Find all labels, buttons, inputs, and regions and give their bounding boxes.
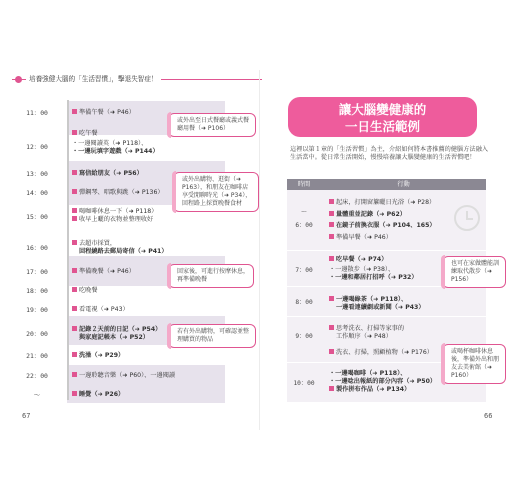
alarm-clock-icon xyxy=(454,205,480,231)
note-callout xyxy=(168,113,256,137)
time-label: 12：00 xyxy=(26,143,48,151)
bullet-icon xyxy=(72,287,77,292)
bullet-icon xyxy=(72,208,77,213)
activity-text: 洗澡（➜ P29） xyxy=(79,352,125,359)
activity-text: 工作順序（➜ P48） xyxy=(336,333,392,341)
callout-accent xyxy=(167,323,171,348)
activity-text: ・一邊唸出報紙的部分內容（➜ P50） xyxy=(329,378,437,386)
bullet-icon xyxy=(329,296,334,301)
callout-text: 也可在家做體能訓練取代散步（➜ P156） xyxy=(451,260,500,283)
activity-text: 準備晚餐（➜ P46） xyxy=(79,268,135,275)
callout-accent xyxy=(441,343,445,384)
activity-text: 一邊聆聽音樂（➜ P60）、一邊閱讀 xyxy=(79,372,176,379)
note-callout xyxy=(168,264,254,288)
time-label: 6：00 xyxy=(295,222,313,229)
activity-text: 思考洗衣、打掃等家事的 xyxy=(336,325,405,332)
bullet-icon xyxy=(72,306,77,311)
activity-text: ・一邊玩填字遊戲（➜ P144） xyxy=(72,148,159,155)
activity-text: 準備早餐（➜ P46） xyxy=(336,234,392,241)
row-divider xyxy=(287,316,486,317)
activity-text: 看電視（➜ P43） xyxy=(79,306,129,313)
header-bullet-icon xyxy=(15,76,22,83)
activity-text: 準備午餐（➜ P46） xyxy=(79,109,135,116)
bullet-icon xyxy=(72,109,77,114)
activity-text: 喝咖啡休息一下（➜ P118） xyxy=(79,208,158,215)
intro-paragraph: 這裡以第１章的「生活習慣」為主，介紹如何將本書推薦的健腦方法融入生活當中。從日常生活開始，慢慢培養讓大腦變健康的生活習慣吧！ xyxy=(290,146,488,162)
activity-text: 睡覺（➜ P26） xyxy=(79,391,125,398)
activity-text: 記錄２天前的日記（➜ P54） xyxy=(79,326,162,333)
callout-text: 或外出至日式餐廳或義式餐廳用餐（➜ P106） xyxy=(177,117,250,132)
note-callout xyxy=(442,344,506,384)
bullet-icon xyxy=(72,268,77,273)
row-divider xyxy=(287,250,486,251)
activity-text: ・一邊散步（➜ P38）、 xyxy=(329,266,395,273)
title-line-1: 讓大腦變健康的 xyxy=(338,102,427,117)
time-label: 16：00 xyxy=(26,244,48,252)
title-line-2: 一日生活範例 xyxy=(344,119,420,134)
activity-text: 量體重並記錄（➜ P62） xyxy=(336,211,406,218)
column-header-time: 時間 xyxy=(297,181,311,188)
bullet-icon xyxy=(329,349,334,354)
bullet-icon xyxy=(72,189,77,194)
activity-text: ・一邊和鄰居打招呼（➜ P32） xyxy=(329,274,418,282)
time-label: 10：00 xyxy=(293,380,315,387)
note-callout xyxy=(173,172,259,212)
bullet-icon xyxy=(72,130,77,135)
bullet-icon xyxy=(329,222,334,227)
time-label: 19：00 xyxy=(26,306,48,314)
callout-accent xyxy=(441,255,445,288)
time-label: 17：00 xyxy=(26,268,48,276)
activity-text: 吃晚餐 xyxy=(79,287,98,294)
bullet-icon xyxy=(72,352,77,357)
time-label: ～ xyxy=(300,209,308,216)
header-title: 培養強健大腦的「生活習慣」，擊退失智症！ xyxy=(26,74,161,85)
time-label: 21：00 xyxy=(26,352,48,360)
activity-text: 回程繞路去郵局寄信（➜ P41） xyxy=(79,248,168,255)
activity-text: 去超市採買， xyxy=(79,240,117,247)
time-label: 22：00 xyxy=(26,372,48,380)
bullet-icon xyxy=(72,391,77,396)
bullet-icon xyxy=(329,234,334,239)
time-label: 9：00 xyxy=(295,333,313,340)
activity-text: 一邊喝綠茶（➜ P118）、 xyxy=(336,296,408,303)
page-number-left: 67 xyxy=(22,412,31,420)
activity-text: 寫信給朋友（➜ P56） xyxy=(79,170,143,177)
bullet-icon xyxy=(72,170,77,175)
activity-text: 製作拼布作品（➜ P134） xyxy=(336,386,411,394)
bullet-icon xyxy=(72,216,77,221)
bullet-icon xyxy=(72,372,77,377)
time-label: 14：00 xyxy=(26,189,48,197)
activity-text: 吃午餐 xyxy=(79,130,98,137)
bullet-icon xyxy=(329,386,334,391)
timeline-axis xyxy=(67,100,69,400)
activity-text: 收早上曬的衣物並整理收好 xyxy=(79,216,154,223)
activity-text: ・一邊閱讀英（➜ P118）、 xyxy=(72,140,148,147)
note-callout xyxy=(168,324,256,348)
bullet-icon xyxy=(72,240,77,245)
page-header xyxy=(6,74,260,86)
activity-text: 與家庭記帳本（➜ P52） xyxy=(79,334,149,341)
callout-text: 或外出購物、逛街（➜ P163），和朋友在咖啡店享受閒聊時光（➜ P34），回程路上採買晚餐食材 xyxy=(182,176,252,207)
time-label: 18：00 xyxy=(26,287,48,295)
time-label: ～ xyxy=(33,391,41,399)
callout-text: 或喝杯咖啡休息後，準備外出和朋友去美術館（➜ P160） xyxy=(451,348,500,379)
callout-text: 若有外出購物，可確認並整理購買的物品 xyxy=(177,328,250,343)
time-label: 7：00 xyxy=(295,267,313,274)
callout-accent xyxy=(167,263,171,288)
bullet-icon xyxy=(329,325,334,330)
page-title xyxy=(288,97,477,137)
bullet-icon xyxy=(72,326,77,331)
activity-text: 洗衣、打掃，照顧植物（➜ P176） xyxy=(336,349,433,356)
page-number-right: 66 xyxy=(484,412,493,420)
time-label: 13：00 xyxy=(26,170,48,178)
table-header xyxy=(287,179,486,190)
activity-text: 吃早餐（➜ P74） xyxy=(336,256,388,263)
time-label: 20：00 xyxy=(26,330,48,338)
time-label: 11：00 xyxy=(26,109,48,117)
callout-accent xyxy=(167,112,171,137)
activity-text: 彈鋼琴、唱歌與跳（➜ P136） xyxy=(79,189,164,196)
activity-text: 起床，打開窗簾曬日光浴（➜ P28） xyxy=(336,199,436,206)
page-gutter xyxy=(259,70,260,430)
callout-text: 回家後，可進行按摩休息，再準備晚餐 xyxy=(177,268,250,283)
activity-text: 在鏡子前換衣服（➜ P104、165） xyxy=(336,222,436,229)
activity-text: 一邊看連續劇或新聞（➜ P43） xyxy=(336,304,425,312)
note-callout xyxy=(442,256,506,288)
bullet-icon xyxy=(329,199,334,204)
bullet-icon xyxy=(329,211,334,216)
activity-text: ・一邊喝咖啡（➜ P118）、 xyxy=(329,370,407,377)
time-label: 15：00 xyxy=(26,213,48,221)
column-header-action: 行動 xyxy=(397,181,410,188)
bullet-icon xyxy=(329,256,334,261)
callout-accent xyxy=(172,171,176,212)
time-label: 8：00 xyxy=(295,299,313,306)
